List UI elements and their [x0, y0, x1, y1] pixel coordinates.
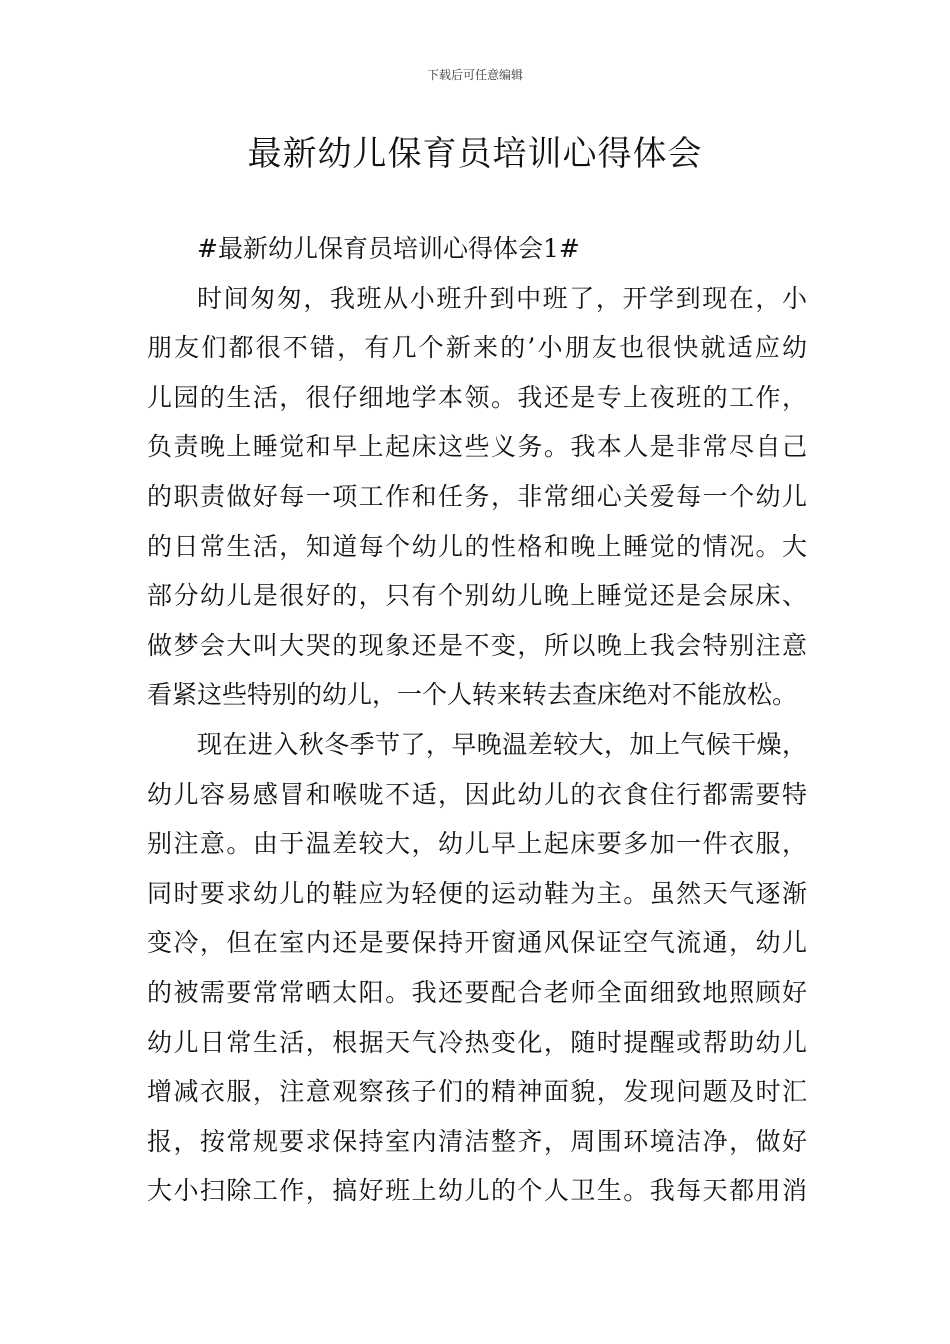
- body-line: 现在进入秋冬季节了，早晚温差较大，加上气候干燥，: [197, 729, 807, 759]
- body-line: 时间匆匆，我班从小班升到中班了，开学到现在，小: [197, 283, 807, 313]
- body-line: 部分幼儿是很好的，只有个别幼儿晚上睡觉还是会尿床、: [147, 581, 807, 611]
- body-line: 大小扫除工作，搞好班上幼儿的个人卫生。我每天都用消: [147, 1176, 807, 1206]
- body-line: 看紧这些特别的幼儿，一个人转来转去查床绝对不能放松。: [147, 680, 798, 710]
- body-line: 幼儿容易感冒和喉咙不适，因此幼儿的衣食住行都需要特: [147, 779, 807, 809]
- body-line: #最新幼儿保育员培训心得体会1#: [197, 234, 580, 263]
- document-title: 最新幼儿保育员培训心得体会: [247, 134, 703, 174]
- body-line: 同时要求幼儿的鞋应为轻便的运动鞋为主。虽然天气逐渐: [147, 878, 807, 908]
- body-line: 幼儿日常生活，根据天气冷热变化，随时提醒或帮助幼儿: [147, 1027, 807, 1057]
- body-line: 朋友们都很不错，有几个新来的’小朋友也很快就适应幼: [147, 333, 807, 363]
- header-note: 下载后可任意编辑: [426, 68, 523, 82]
- body-line: 的日常生活，知道每个幼儿的性格和晚上睡觉的情况。大: [147, 531, 807, 561]
- body-line: 增减衣服，注意观察孩子们的精神面貌，发现问题及时汇: [147, 1077, 807, 1107]
- body-line: 儿园的生活，很仔细地学本领。我还是专上夜班的工作，: [147, 382, 807, 412]
- body-line: 变冷，但在室内还是要保持开窗通风保证空气流通，幼儿: [147, 928, 807, 958]
- body-line: 的职责做好每一项工作和任务，非常细心关爱每一个幼儿: [147, 481, 807, 511]
- document-body: [147, 224, 807, 1216]
- body-line: 报，按常规要求保持室内清洁整齐，周围环境洁净，做好: [147, 1126, 807, 1156]
- body-line: 做梦会大叫大哭的现象还是不变，所以晚上我会特别注意: [147, 630, 807, 660]
- body-line: 的被需要常常晒太阳。我还要配合老师全面细致地照顾好: [147, 977, 807, 1007]
- body-line: 别注意。由于温差较大，幼儿早上起床要多加一件衣服，: [147, 829, 807, 859]
- body-line: 负责晚上睡觉和早上起床这些义务。我本人是非常尽自己: [147, 432, 807, 462]
